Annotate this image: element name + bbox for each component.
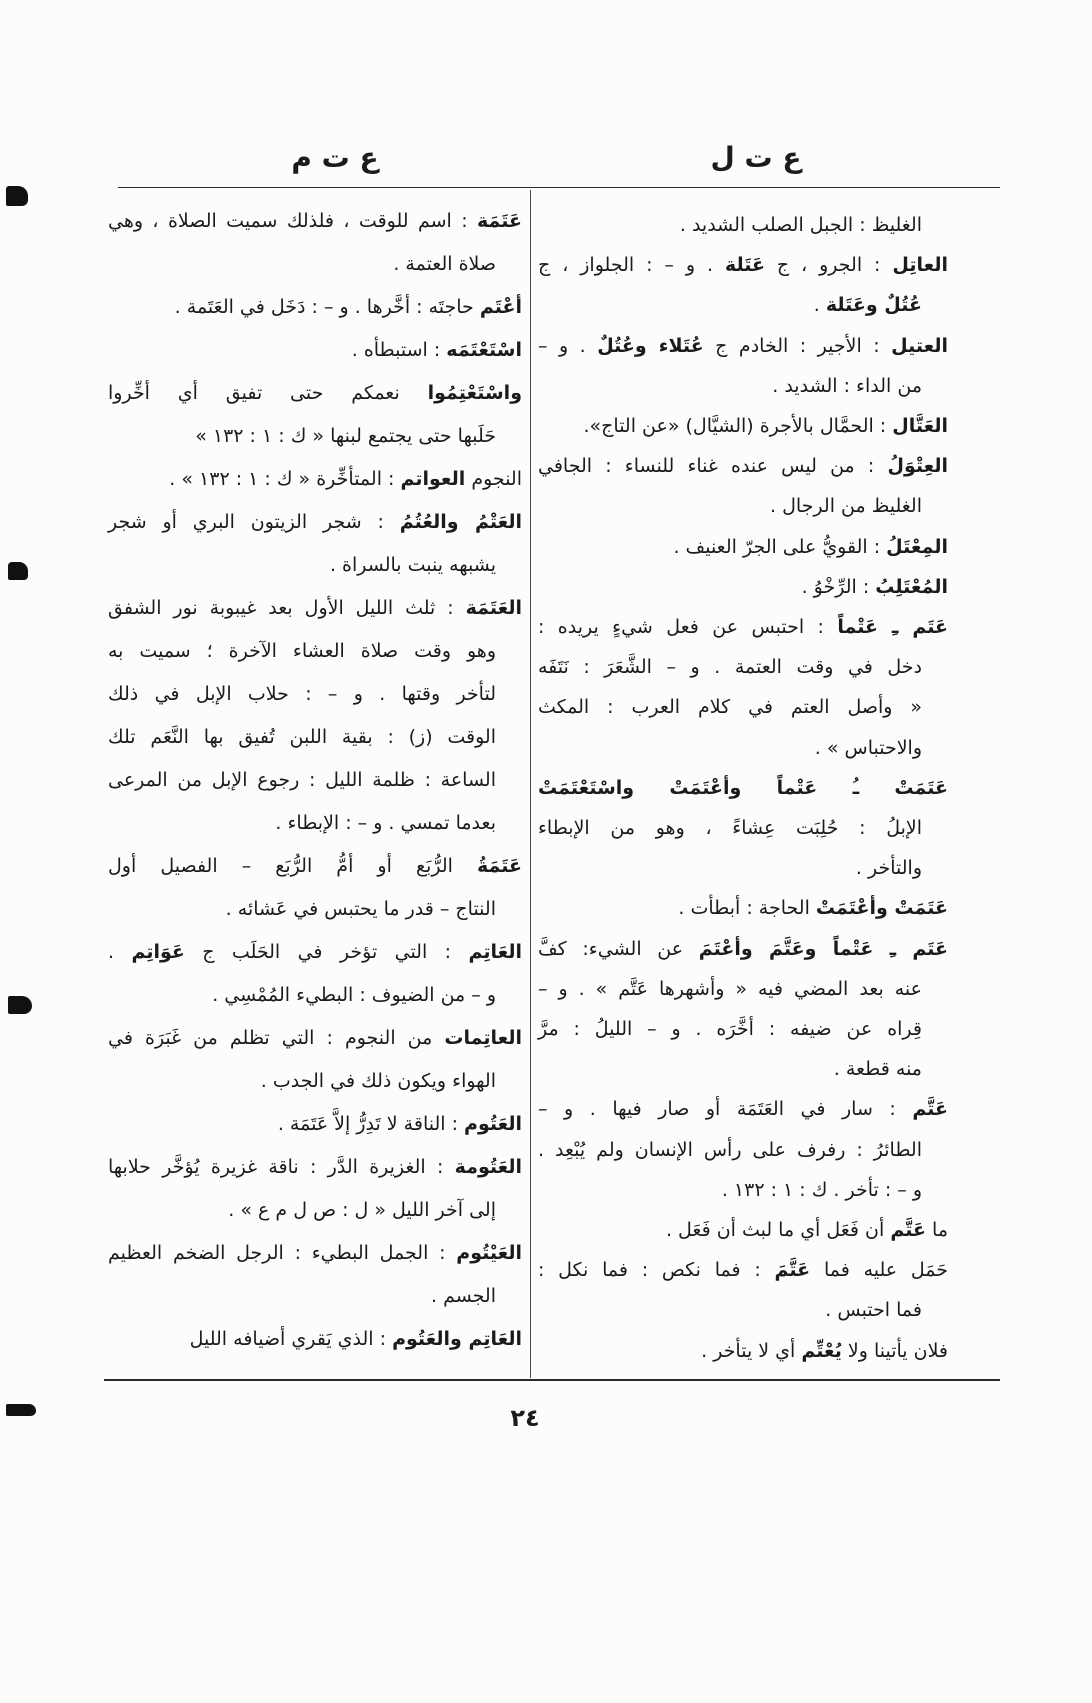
entry-line bbox=[108, 372, 522, 415]
entry-line bbox=[108, 243, 522, 286]
definition-text: ما bbox=[925, 1219, 948, 1242]
definition-text: و – : تأخر . ك : ١ : ١٣٢ . bbox=[721, 1178, 922, 1201]
dictionary-entry bbox=[108, 200, 522, 286]
entry-line bbox=[538, 1170, 948, 1210]
headword: عَتَمَتْ وأعْتَمَتْ bbox=[815, 897, 948, 920]
entry-line bbox=[108, 1103, 522, 1146]
headword: المُعْتَلِبُ bbox=[875, 575, 948, 598]
entry-line bbox=[108, 587, 522, 630]
definition-text: من الداء : الشديد . bbox=[772, 374, 922, 397]
page-number: ٢٤ bbox=[510, 1404, 540, 1432]
dictionary-entry bbox=[108, 845, 522, 931]
definition-text: لتأخر وقتها . و – : حلاب الإبل في ذلك bbox=[108, 683, 496, 705]
dictionary-entry bbox=[538, 1250, 948, 1330]
definition-text: الجسم . bbox=[430, 1285, 496, 1307]
dictionary-entry bbox=[538, 567, 948, 607]
definition-text: : استبطأه . bbox=[351, 339, 447, 361]
entry-line bbox=[538, 245, 948, 285]
headword: عَتَّم bbox=[912, 1098, 948, 1121]
entry-line bbox=[108, 1232, 522, 1275]
dictionary-entry bbox=[108, 501, 522, 587]
headword: العَيْتُوم bbox=[456, 1242, 522, 1264]
definition-text: الإبلُ : حُلِبَت عِشاءً ، وهو من الإبطاء bbox=[538, 817, 922, 840]
headword: العَاتِم والعَتُوم bbox=[392, 1328, 522, 1350]
scan-mark bbox=[6, 186, 28, 206]
definition-text: : القويُّ على الجرّ العنيف . bbox=[673, 535, 887, 558]
definition-text: صلاة العتمة . bbox=[393, 253, 496, 275]
definition-text: يشبهه ينبت بالسراة . bbox=[329, 554, 496, 576]
definition-text: الوقت (ز) : بقية اللبن تُفيق بها النَّعَم تلك bbox=[108, 726, 496, 748]
entry-line bbox=[108, 716, 522, 759]
entry-line bbox=[108, 1146, 522, 1189]
entry-line bbox=[538, 728, 948, 768]
dictionary-entry bbox=[108, 587, 522, 845]
headword: العَاتِم bbox=[468, 941, 522, 963]
entry-line bbox=[538, 848, 948, 888]
entry-line bbox=[538, 929, 948, 969]
definition-text: : الجمل البطيء : الرجل الضخم العظيم bbox=[108, 1242, 457, 1264]
dictionary-entry bbox=[108, 1318, 522, 1361]
definition-text: دخل في وقت العتمة . و – الشَّعَرَ : نَتَفَه bbox=[538, 656, 922, 679]
headword: العَتَّال bbox=[892, 415, 948, 438]
dictionary-entry bbox=[108, 1146, 522, 1232]
definition-text: النجوم bbox=[465, 468, 522, 490]
scan-mark bbox=[8, 562, 28, 580]
entry-line bbox=[538, 1130, 948, 1170]
definition-text: الغليظ من الرجال . bbox=[770, 495, 922, 518]
headword: عَتَّمَ bbox=[774, 1259, 811, 1282]
entry-line bbox=[538, 527, 948, 567]
entry-line bbox=[538, 446, 948, 486]
headword: العَتْمُ والعُتُمُ bbox=[399, 511, 522, 533]
definition-text: : الذي يَقري أضيافه الليل bbox=[189, 1328, 393, 1350]
definition-text: : فما نكص : فما نكل : bbox=[538, 1259, 775, 1282]
headword: عَتَّم bbox=[890, 1219, 926, 1242]
entry-line bbox=[538, 1290, 948, 1330]
entry-line bbox=[108, 1189, 522, 1232]
definition-text: إلى آخر الليل « ل : ص ل م ع » . bbox=[228, 1199, 496, 1221]
entry-line bbox=[108, 759, 522, 802]
headword: العاتِمات bbox=[444, 1027, 522, 1049]
entry-line bbox=[108, 974, 522, 1017]
definition-text: أن فَعَل أي ما لبث أن فَعَل . bbox=[665, 1219, 891, 1242]
dictionary-entry bbox=[108, 1103, 522, 1146]
entry-line bbox=[538, 285, 948, 325]
headword: العَتُومة bbox=[454, 1156, 522, 1178]
entry-line bbox=[538, 366, 948, 406]
headword: عُتُلٌ وعَتَلة bbox=[825, 294, 922, 317]
headword: عَتَمَةُ bbox=[477, 855, 522, 877]
dictionary-entry bbox=[538, 446, 948, 526]
definition-text: : الحمَّال بالأجرة (الشيَّال) «عن التاج». bbox=[583, 415, 893, 438]
entry-line bbox=[108, 888, 522, 931]
dictionary-entry bbox=[108, 1017, 522, 1103]
headword: عَتَمَة bbox=[477, 210, 522, 232]
entry-line bbox=[108, 415, 522, 458]
entry-line bbox=[108, 1060, 522, 1103]
dictionary-entry bbox=[538, 527, 948, 567]
entry-line bbox=[108, 845, 522, 888]
definition-text: والاحتباس » . bbox=[814, 736, 922, 759]
headword: عُتَلاء وعُتُلٌ bbox=[597, 334, 704, 357]
entry-line bbox=[108, 544, 522, 587]
column-divider bbox=[530, 190, 531, 1378]
definition-text: عنه بعد المضي فيه « وأشهرها عَتَّم » . و – bbox=[538, 977, 922, 1000]
entry-line bbox=[108, 630, 522, 673]
definition-text: فما احتبس . bbox=[825, 1299, 922, 1322]
entry-line bbox=[108, 1275, 522, 1318]
definition-text: . bbox=[108, 941, 132, 963]
definition-text: النتاج – قدر ما يحتبس في عَشائه . bbox=[225, 898, 496, 920]
dictionary-entry bbox=[108, 931, 522, 1017]
definition-text: : الرِّخْوُ . bbox=[801, 575, 876, 598]
definition-text: الحاجة : أبطأت . bbox=[678, 897, 816, 920]
definition-text: حاجتَه : أخَّرها . و – : دَخَل في العَتَمة . bbox=[174, 296, 480, 318]
dictionary-entry bbox=[108, 372, 522, 458]
entry-line bbox=[538, 1009, 948, 1049]
entry-line bbox=[108, 1318, 522, 1361]
entry-line bbox=[108, 802, 522, 845]
left-column bbox=[108, 200, 522, 1361]
headword: العتيل bbox=[891, 334, 948, 357]
headword: المِعْتَلُ bbox=[886, 535, 948, 558]
entry-line bbox=[538, 647, 948, 687]
entry-line bbox=[538, 969, 948, 1009]
entry-line bbox=[538, 486, 948, 526]
definition-text: : احتبس عن فعل شيءٍ يريده : bbox=[538, 616, 838, 639]
definition-text: قِراه عن ضيفه : أخَّرَه . و – الليلُ : مرَّ bbox=[538, 1018, 922, 1041]
definition-text: . bbox=[813, 294, 826, 317]
scan-mark bbox=[6, 1404, 36, 1416]
dictionary-entry bbox=[538, 1331, 948, 1371]
dictionary-entry bbox=[538, 768, 948, 889]
dictionary-entry bbox=[108, 458, 522, 501]
header-root-left: ع ت م bbox=[291, 141, 379, 174]
scan-mark bbox=[8, 996, 32, 1014]
entry-line bbox=[108, 200, 522, 243]
entry-line bbox=[108, 931, 522, 974]
entry-line bbox=[538, 768, 948, 808]
definition-text: : ثلث الليل الأول بعد غيبوبة نور الشفق bbox=[108, 597, 466, 619]
definition-text: : شجر الزيتون البري أو شجر bbox=[108, 511, 400, 533]
definition-text: : التي تؤخر في الحَلَب ج bbox=[184, 941, 469, 963]
header-root-right: ع ت ل bbox=[710, 141, 802, 174]
entry-line bbox=[108, 501, 522, 544]
entry-line bbox=[538, 687, 948, 727]
dictionary-entry bbox=[538, 1210, 948, 1250]
dictionary-entry bbox=[538, 929, 948, 1090]
definition-text: والتأخر . bbox=[855, 857, 922, 880]
footer-rule bbox=[104, 1379, 1000, 1381]
definition-text: و – من الضيوف : البطيء المُمْسِي . bbox=[212, 984, 496, 1006]
entry-line bbox=[108, 458, 522, 501]
entry-line bbox=[538, 1210, 948, 1250]
definition-text: : الناقة لا تَدِرُّ إلاَّ عَتَمَة . bbox=[277, 1113, 465, 1135]
definition-text: حَمَل عليه فما bbox=[810, 1259, 949, 1282]
definition-text: من النجوم : التي تظلم من غَبَرَة في bbox=[108, 1027, 445, 1049]
definition-text: وهو وقت صلاة العشاء الآخرة ؛ سميت به bbox=[108, 640, 496, 662]
dictionary-entry bbox=[538, 888, 948, 928]
headword: عَتَم ـِ عَتْماً وعَتَّمَ وأعْتَمَ bbox=[698, 937, 948, 960]
dictionary-entry bbox=[538, 245, 948, 325]
definition-text: الطائرُ : رفرف على رأس الإنسان ولم يُبْعِد . bbox=[538, 1138, 922, 1161]
definition-text: حَلَبها حتى يجتمع لبنها « ك : ١ : ١٣٢ » bbox=[195, 425, 496, 447]
definition-text: بعدما تمسي . و – : الإبطاء . bbox=[275, 812, 496, 834]
entry-line bbox=[538, 607, 948, 647]
headword: العواتم bbox=[400, 468, 466, 490]
entry-line bbox=[538, 406, 948, 446]
headword: يُعْتِّم bbox=[801, 1339, 842, 1362]
headword: عَتَم ـِ عَتْماً bbox=[837, 616, 948, 639]
entry-line bbox=[108, 329, 522, 372]
definition-text: الهواء ويكون ذلك في الجدب . bbox=[260, 1070, 496, 1092]
dictionary-entry bbox=[538, 1089, 948, 1210]
definition-text: : الغزيرة الدَّر : ناقة غزيرة يُؤخَّر حلابها bbox=[108, 1156, 455, 1178]
entry-line bbox=[538, 567, 948, 607]
dictionary-entry bbox=[108, 286, 522, 329]
definition-text: . و – bbox=[538, 334, 598, 357]
definition-text: نعمكم حتى تفيق أي أخِّروا bbox=[108, 382, 428, 404]
entry-line bbox=[108, 673, 522, 716]
dictionary-entry bbox=[538, 406, 948, 446]
headword: العِتْوَلُ bbox=[887, 455, 948, 478]
headword: اسْتَعْتَمَه bbox=[446, 339, 522, 361]
entry-line bbox=[538, 326, 948, 366]
definition-text: : الجرو ، ج bbox=[764, 254, 893, 277]
dictionary-entry bbox=[108, 329, 522, 372]
definition-text: أي لا يتأخر . bbox=[701, 1339, 802, 1362]
definition-text: منه قطعة . bbox=[833, 1058, 922, 1081]
entry-line bbox=[538, 1331, 948, 1371]
headword: العَتُوم bbox=[464, 1113, 522, 1135]
definition-text: الرُّبَع أو أمُّ الرُّبَع – الفصيل أول bbox=[108, 855, 477, 877]
dictionary-entry bbox=[538, 326, 948, 406]
entry-line bbox=[538, 808, 948, 848]
definition-text: : من ليس عنده غناء للنساء : الجافي bbox=[538, 455, 888, 478]
definition-text: : اسم للوقت ، فلذلك سميت الصلاة ، وهي bbox=[108, 210, 477, 232]
carryover-line: الغليظ : الجبل الصلب الشديد . bbox=[679, 214, 922, 236]
definition-text: : المتأخِّرة « ك : ١ : ١٣٢ » . bbox=[169, 468, 401, 490]
entry-line bbox=[108, 1017, 522, 1060]
dictionary-entry bbox=[108, 1232, 522, 1318]
definition-text: عن الشيء: كفَّ bbox=[538, 937, 699, 960]
definition-text: : سار في العَتَمَة أو صار فيها . و – bbox=[538, 1098, 913, 1121]
definition-text: فلان يأتينا ولا bbox=[841, 1339, 948, 1362]
entry-line bbox=[538, 1250, 948, 1290]
headword: عَوَاتِم bbox=[131, 941, 185, 963]
right-column bbox=[538, 205, 948, 1371]
entry-line bbox=[538, 1089, 948, 1129]
headword: أعْتَم bbox=[479, 296, 522, 318]
definition-text: . و – : الجلواز ، ج bbox=[538, 254, 725, 277]
headword: عَتَلة bbox=[724, 254, 765, 277]
entry-line bbox=[108, 286, 522, 329]
dictionary-entry bbox=[538, 607, 948, 768]
headword: عَتَمَتْ ـُ عَتْماً وأعْتَمَتْ واسْتَعْتَمَتْ bbox=[538, 776, 948, 799]
definition-text: : الأجير : الخادم ج bbox=[703, 334, 892, 357]
headword: واسْتَعْتِمُوا bbox=[427, 382, 522, 404]
entry-line bbox=[538, 1049, 948, 1089]
headword: العاتِل bbox=[892, 254, 948, 277]
entry-line bbox=[538, 888, 948, 928]
definition-text: الساعة : ظلمة الليل : رجوع الإبل من المرعى bbox=[108, 769, 496, 791]
header-rule bbox=[118, 187, 1000, 188]
definition-text: « وأصل العتم في كلام العرب : المكث bbox=[538, 696, 922, 719]
headword: العَتَمَة bbox=[465, 597, 522, 619]
